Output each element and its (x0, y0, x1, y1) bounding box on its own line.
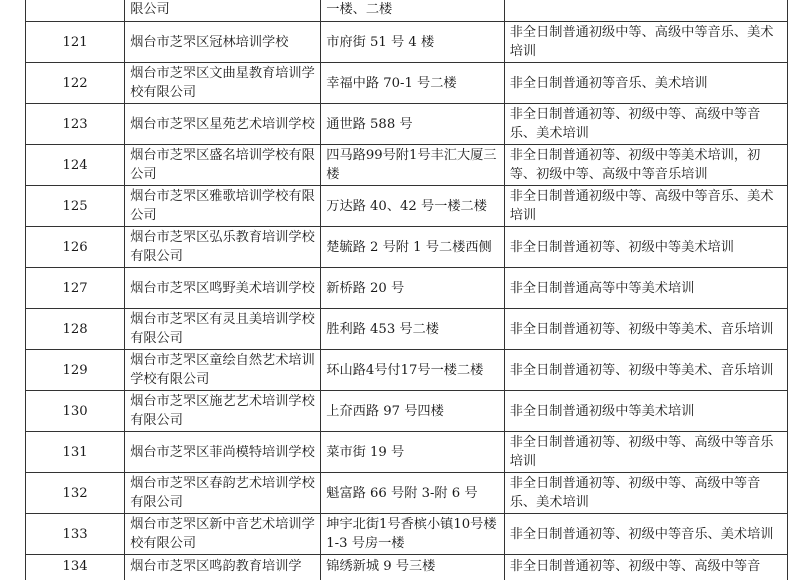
scope-cell-text: 非全日制普通初级中等美术培训 (509, 403, 695, 419)
address-cell (321, 227, 504, 268)
number-cell-text: 128 (62, 321, 88, 337)
number-cell (26, 391, 125, 432)
address-cell-text: 楚毓路 2 号附 1 号二楼西侧 (326, 239, 492, 255)
scope-cell-text: 非全日制普通初等、初级中等美术、音乐培训 (509, 321, 774, 337)
name-cell-text: 烟台市芝罘区星苑艺术培训学校 (130, 116, 315, 132)
table-row (26, 391, 788, 432)
address-cell: 一楼、二楼 (321, 0, 504, 22)
scope-cell (504, 104, 787, 145)
table-row (26, 145, 788, 186)
address-cell (321, 555, 504, 580)
name-cell-text: 烟台市芝罘区盛名培训学校有限公司 (130, 148, 315, 182)
scope-cell-text: 非全日制普通初级中等、高级中等音乐、美术培训 (509, 189, 774, 223)
scope-cell-text: 非全日制普通初等、初级中等美术培训，初等、初级中等、高级中等音乐培训 (509, 148, 761, 182)
number-cell-text: 123 (62, 116, 88, 132)
table-row (26, 22, 788, 63)
name-cell (125, 473, 321, 514)
school-list-table (25, 0, 788, 580)
address-cell-text: 胜利路 453 号二楼 (326, 321, 439, 337)
address-cell (321, 391, 504, 432)
scope-cell-text: 非全日制普通初等、初级中等、高级中等音乐、美术培训 (509, 107, 761, 141)
address-cell (321, 309, 504, 350)
scope-cell (504, 227, 787, 268)
number-cell-text: 122 (62, 75, 88, 91)
number-cell (26, 432, 125, 473)
name-cell-text: 烟台市芝罘区文曲星教育培训学校有限公司 (130, 66, 315, 100)
address-cell-text: 锦绣新城 9 号三楼 (326, 559, 436, 574)
scope-cell-text: 非全日制普通初等音乐、美术培训 (509, 75, 708, 91)
address-cell-text: 四马路99号附1号丰汇大厦三楼 (326, 148, 497, 182)
scope-cell-text: 非全日制普通初等、初级中等、高级中等音 (509, 559, 761, 574)
number-cell (26, 0, 125, 22)
number-cell (26, 186, 125, 227)
scope-cell (504, 22, 787, 63)
number-cell (26, 514, 125, 555)
name-cell (125, 309, 321, 350)
address-cell (321, 145, 504, 186)
address-cell (321, 22, 504, 63)
name-cell (125, 268, 321, 309)
scope-cell (504, 555, 787, 580)
name-cell (125, 514, 321, 555)
name-cell-text: 烟台市芝罘区春韵艺术培训学校有限公司 (130, 476, 315, 510)
name-cell-text: 烟台市芝罘区菲尚模特培训学校 (130, 444, 315, 460)
scope-cell (504, 514, 787, 555)
number-cell-text: 133 (62, 526, 88, 542)
name-cell-text: 烟台市芝罘区鸣野美术培训学校 (130, 280, 315, 296)
name-cell (125, 104, 321, 145)
scope-cell (504, 473, 787, 514)
table-row (26, 227, 788, 268)
table-row (26, 268, 788, 309)
table-row (26, 350, 788, 391)
number-cell-text: 124 (62, 157, 88, 173)
name-cell-text: 烟台市芝罘区施艺艺术培训学校有限公司 (130, 394, 315, 428)
name-cell (125, 145, 321, 186)
number-cell (26, 63, 125, 104)
name-cell (125, 555, 321, 580)
name-cell-text: 烟台市芝罘区有灵且美培训学校有限公司 (130, 312, 315, 346)
number-cell (26, 22, 125, 63)
table-row (26, 473, 788, 514)
address-cell-text: 魁富路 66 号附 3-附 6 号 (326, 485, 478, 501)
number-cell (26, 555, 125, 580)
name-cell-text: 烟台市芝罘区冠林培训学校 (130, 34, 289, 50)
number-cell-text: 131 (62, 444, 88, 460)
table-row (26, 555, 788, 580)
address-cell-text: 通世路 588 号 (326, 116, 413, 132)
name-cell-text: 烟台市芝罘区新中音艺术培训学校有限公司 (130, 517, 315, 551)
scope-cell (504, 432, 787, 473)
address-cell-text: 上夼西路 97 号四楼 (326, 403, 444, 419)
number-cell (26, 350, 125, 391)
number-cell-text: 125 (62, 198, 88, 214)
address-cell-text: 环山路4号付17号一楼二楼 (326, 362, 484, 378)
number-cell-text: 132 (62, 485, 88, 501)
table-row (26, 432, 788, 473)
number-cell-text: 127 (62, 280, 88, 296)
scope-cell (504, 268, 787, 309)
number-cell-text: 134 (62, 559, 88, 574)
name-cell-text: 烟台市芝罘区童绘自然艺术培训学校有限公司 (130, 353, 315, 387)
number-cell (26, 268, 125, 309)
address-cell (321, 104, 504, 145)
address-cell-text: 新桥路 20 号 (326, 280, 405, 296)
table-row (26, 309, 788, 350)
name-cell (125, 227, 321, 268)
address-cell-text: 市府街 51 号 4 楼 (326, 34, 435, 50)
table-row (26, 104, 788, 145)
address-cell (321, 473, 504, 514)
scope-cell (504, 391, 787, 432)
scope-cell (504, 309, 787, 350)
scope-cell-text: 非全日制普通初等、初级中等美术、音乐培训 (509, 362, 774, 378)
scope-cell-text: 非全日制普通初级中等、高级中等音乐、美术培训 (509, 25, 774, 59)
name-cell (125, 22, 321, 63)
name-cell: 限公司 (125, 0, 321, 22)
number-cell (26, 473, 125, 514)
address-cell (321, 268, 504, 309)
scope-cell-text: 非全日制普通初等、初级中等、高级中等音乐培训 (509, 435, 774, 469)
address-cell (321, 63, 504, 104)
scope-cell (504, 63, 787, 104)
address-cell-text: 坤宇北街1号香槟小镇10号楼 1-3 号房一楼 (326, 517, 497, 551)
scope-cell (504, 145, 787, 186)
number-cell (26, 227, 125, 268)
name-cell (125, 350, 321, 391)
number-cell-text: 126 (62, 239, 88, 255)
name-cell (125, 63, 321, 104)
table-row-continued (26, 0, 788, 22)
name-cell-text: 烟台市芝罘区鸣韵教育培训学 (130, 559, 302, 574)
number-cell-text: 121 (62, 34, 88, 50)
number-cell-text: 130 (62, 403, 88, 419)
address-cell (321, 350, 504, 391)
address-cell (321, 186, 504, 227)
number-cell (26, 309, 125, 350)
scope-cell-text: 非全日制普通初等、初级中等美术培训 (509, 239, 734, 255)
table-row (26, 63, 788, 104)
address-cell-text: 菜市街 19 号 (326, 444, 405, 460)
number-cell (26, 145, 125, 186)
name-cell (125, 186, 321, 227)
table-row (26, 186, 788, 227)
scope-cell (504, 0, 787, 22)
number-cell (26, 104, 125, 145)
address-cell (321, 432, 504, 473)
name-cell (125, 391, 321, 432)
address-cell (321, 514, 504, 555)
scope-cell-text: 非全日制普通高等中等美术培训 (509, 280, 695, 296)
name-cell-text: 烟台市芝罘区雅歌培训学校有限公司 (130, 189, 315, 223)
scope-cell (504, 186, 787, 227)
number-cell-text: 129 (62, 362, 88, 378)
name-cell-text: 烟台市芝罘区弘乐教育培训学校有限公司 (130, 230, 315, 264)
scope-cell-text: 非全日制普通初等、初级中等、高级中等音乐、美术培训 (509, 476, 761, 510)
scope-cell-text: 非全日制普通初等、初级中等音乐、美术培训 (509, 526, 774, 542)
name-cell (125, 432, 321, 473)
address-cell-text: 万达路 40、42 号一楼二楼 (326, 198, 487, 214)
address-cell-text: 幸福中路 70-1 号二楼 (326, 75, 457, 91)
scope-cell (504, 350, 787, 391)
table-row (26, 514, 788, 555)
